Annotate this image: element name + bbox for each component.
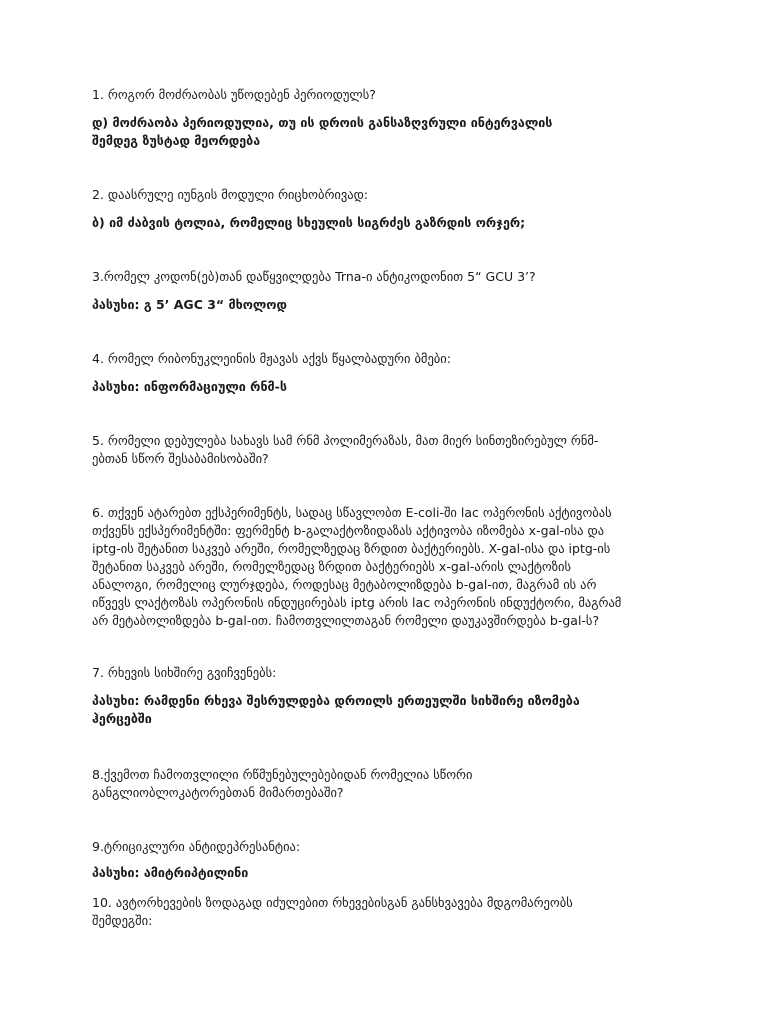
answer-1-line: შემდეგ ზუსტად მეორდება: [92, 133, 261, 148]
answer-7-line: ჰერცებში: [92, 711, 152, 726]
question-6-line: iptg-ის შეტანით საკვებ არეში, რომელზედაც ზრდით ბაქტერიებს. X-gal-ისა და iptg-ის: [92, 541, 611, 556]
answer-1: [92, 114, 692, 150]
question-2-line: 2. დაასრულე იუნგის მოდული რიცხობრივად:: [92, 187, 369, 202]
answer-7-line: პასუხი: რამდენი რხევა შესრულდება დროილს ერთეულში სიხშირე იზომება: [92, 693, 580, 708]
question-10: [92, 894, 692, 930]
question-5: [92, 432, 692, 468]
question-9: [92, 838, 692, 856]
question-1-line: 1. როგორ მოძრაობას უწოდებენ პერიოდულს?: [92, 87, 376, 102]
question-5-line: ებთან სწორ შესაბამისობაში?: [92, 451, 269, 466]
question-5-line: 5. რომელი დებულება სახავს სამ რნმ პოლიმერაზას, მათ მიერ სინთეზირებულ რნმ-: [92, 433, 599, 448]
question-6-line: თქვენს ექსპერიმენტში: ფერმენტ b-გალაქტოზიდაზას აქტივობა იზომება x-gal-ისა და: [92, 523, 605, 538]
question-1: [92, 86, 692, 104]
question-10-line: შემდეგში:: [92, 913, 153, 928]
answer-2-line: ბ) იმ ძაბვის ტოლია, რომელიც სხეულის სიგრძეს გაზრდის ორჯერ;: [92, 215, 526, 230]
question-4: [92, 350, 692, 368]
answer-1-line: დ) მოძრაობა პერიოდულია, თუ ის დროის განსაზღვრული ინტერვალის: [92, 115, 553, 130]
question-6-line: არ მეტაბოლიზდება b-gal-ით. ჩამოთვლილთაგან რომელი დაუკავშირდება b-gal-ს?: [92, 613, 600, 628]
question-6-line: ანალოგი, რომელიც ლურჯდება, როდესაც მეტაბოლიზდება b-gal-ით, მაგრამ ის არ: [92, 577, 597, 592]
answer-7: [92, 692, 692, 728]
answer-9-line: პასუხი: ამიტრიპტილინი: [92, 865, 249, 880]
answer-3: [92, 296, 692, 314]
answer-4-line: პასუხი: ინფორმაციული რნმ-ს: [92, 379, 287, 394]
answer-3-line: პასუხი: გ 5’ AGC 3“ მხოლოდ: [92, 297, 287, 312]
question-7: [92, 664, 692, 682]
question-8: [92, 766, 692, 802]
question-3: [92, 268, 692, 286]
question-8-line: 8.ქვემოთ ჩამოთვლილი რწმუნებულებებიდან რომელია სწორი: [92, 767, 473, 782]
answer-4: [92, 378, 692, 396]
question-7-line: 7. რხევის სიხშირე გვიჩვენებს:: [92, 665, 277, 680]
question-6-line: 6. თქვენ ატარებთ ექსპერიმენტს, სადაც სწავლობთ E-coli-ში lac ოპერონის აქტივობას: [92, 505, 612, 520]
answer-2: [92, 214, 692, 232]
question-4-line: 4. რომელ რიბონუკლეინის მჟავას აქვს წყალბადური ბმები:: [92, 351, 451, 366]
question-2: [92, 186, 692, 204]
question-10-line: 10. ავტორხევების ზოდაგად იძულებით რხევებისგან განსხვავება მდგომარეობს: [92, 895, 573, 910]
question-9-line: 9.ტრიციკლური ანტიდეპრესანტია:: [92, 839, 301, 854]
question-6: [92, 504, 692, 630]
answer-9: [92, 864, 692, 882]
question-6-line: იწვევს ლაქტოზას ოპერონის ინდუცირებას iptg არის lac ოპერონის ინდუქტორი, მაგრამ: [92, 595, 622, 610]
question-8-line: განგლიობლოკატორებთან მიმართებაში?: [92, 785, 344, 800]
question-6-line: შეტანით საკვებ არეში, რომელზედაც ზრდით ბაქტერიებს x-gal-არის ლაქტოზის: [92, 559, 572, 574]
question-3-line: 3.რომელ კოდონ(ებ)თან დაწყვილდება Trna-ი ანტიკოდონით 5“ GCU 3’?: [92, 269, 536, 284]
